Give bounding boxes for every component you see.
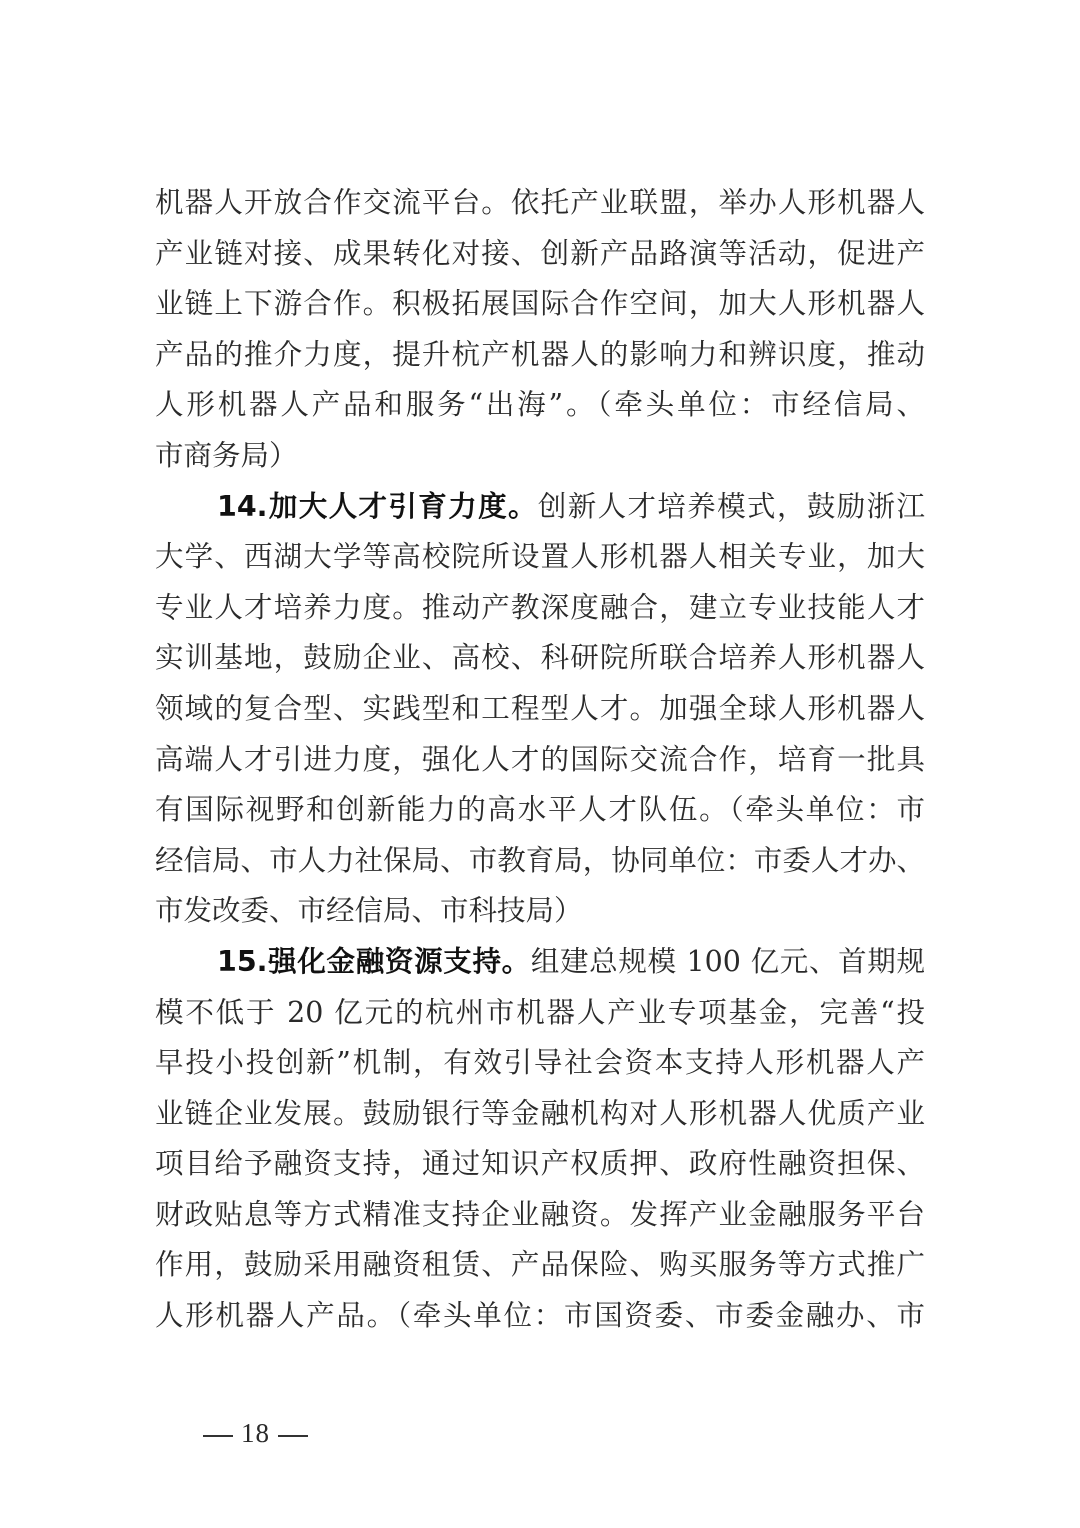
paragraph-heading: 加大人才引育力度。: [267, 489, 538, 523]
paragraph-first-line-text: 创新人才培养模式，鼓励浙江: [537, 489, 925, 523]
text-line: 业链上下游合作。积极拓展国际合作空间，加大人形机器人: [155, 287, 925, 321]
text-line: 经信局、市人力社保局、市教育局，协同单位：市委人才办、: [155, 843, 925, 877]
text-line: 财政贴息等方式精准支持企业融资。发挥产业金融服务平台: [155, 1197, 925, 1231]
text-line: 人形机器人产品。（牵头单位：市国资委、市委金融办、市: [155, 1299, 925, 1333]
paragraph-first-line-text: 组建总规模 100 亿元、首期规: [530, 944, 925, 978]
text-line: 作用，鼓励采用融资租赁、产品保险、购买服务等方式推广: [155, 1248, 925, 1282]
text-line: 高端人才引进力度，强化人才的国际交流合作，培育一批具: [155, 742, 925, 776]
document-body: [155, 178, 925, 1342]
text-line: 市商务局）: [155, 438, 298, 472]
page-number: 18: [241, 1418, 270, 1448]
paragraph-first-line: [155, 482, 925, 533]
dash-left: [203, 1435, 233, 1437]
text-line: 产业链对接、成果转化对接、创新产品路演等活动，促进产: [155, 236, 925, 270]
text-line: 早投小投创新”机制，有效引导社会资本支持人形机器人产: [155, 1046, 925, 1080]
text-line: 专业人才培养力度。推动产教深度融合，建立专业技能人才: [155, 590, 925, 624]
paragraph-number: 15.: [217, 944, 268, 978]
text-line: 大学、西湖大学等高校院所设置人形机器人相关专业，加大: [155, 540, 925, 574]
text-line: 机器人开放合作交流平台。依托产业联盟，举办人形机器人: [155, 186, 925, 219]
text-line: 业链企业发展。鼓励银行等金融机构对人形机器人优质产业: [155, 1096, 925, 1130]
text-line: 人形机器人产品和服务“出海”。（牵头单位：市经信局、: [155, 388, 925, 422]
text-line: 有国际视野和创新能力的高水平人才队伍。（牵头单位：市: [155, 793, 925, 827]
dash-right: [278, 1435, 308, 1437]
page-number-footer: [195, 1418, 316, 1449]
text-line: 项目给予融资支持，通过知识产权质押、政府性融资担保、: [155, 1147, 925, 1181]
text-line: 模不低于 20 亿元的杭州市机器人产业专项基金，完善“投: [155, 995, 925, 1029]
text-line: 领域的复合型、实践型和工程型人才。加强全球人形机器人: [155, 691, 925, 725]
paragraph-first-line: [155, 937, 925, 988]
paragraph-13-continuation: [155, 178, 925, 482]
text-line: 市发改委、市经信局、市科技局）: [155, 894, 583, 928]
paragraph-number: 14.: [217, 489, 268, 523]
paragraph-15: [155, 937, 925, 1342]
paragraph-14: [155, 482, 925, 937]
text-line: 实训基地，鼓励企业、高校、科研院所联合培养人形机器人: [155, 641, 925, 675]
text-line: 产品的推介力度，提升杭产机器人的影响力和辨识度，推动: [155, 337, 925, 371]
paragraph-heading: 强化金融资源支持。: [267, 944, 531, 978]
